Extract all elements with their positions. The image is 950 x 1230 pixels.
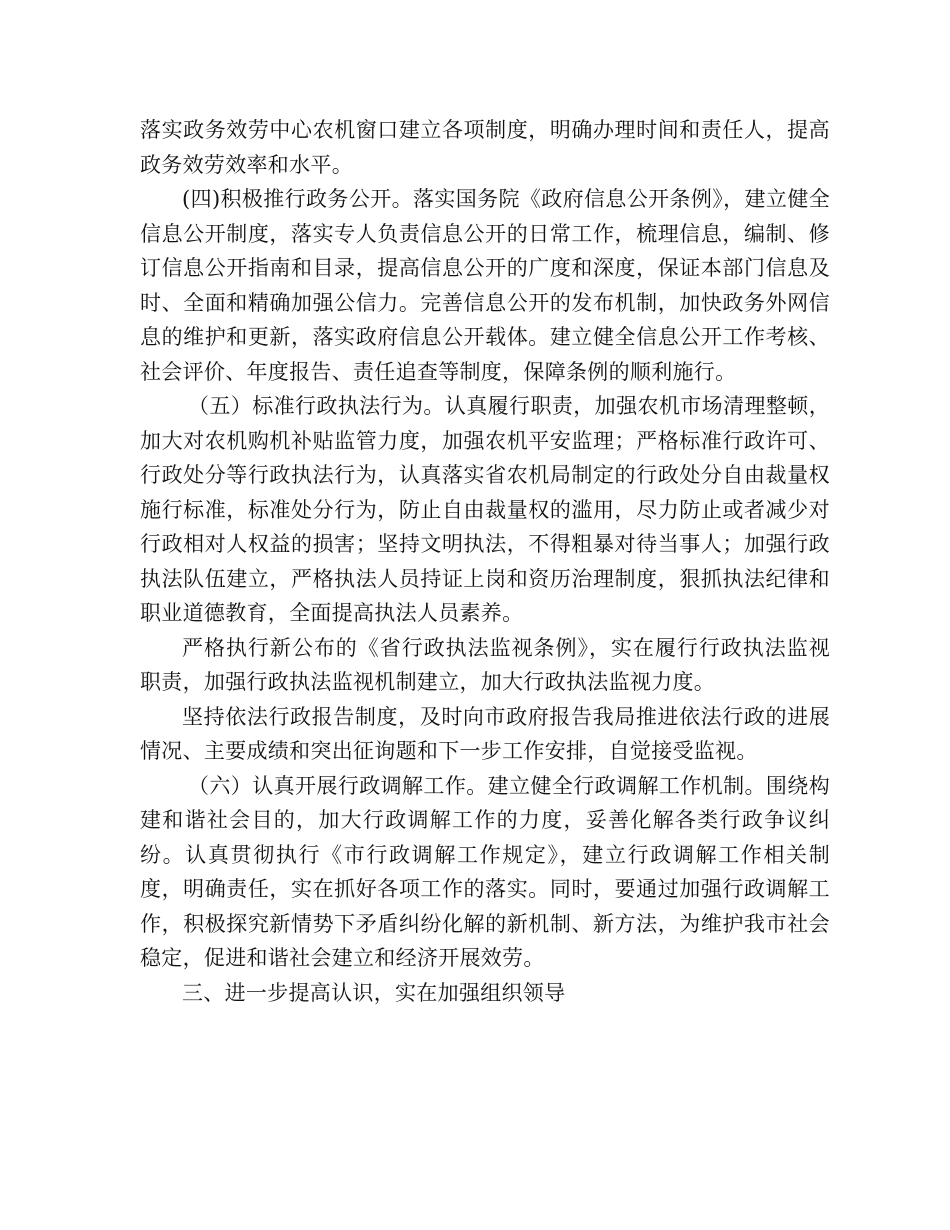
paragraph-standard-law-enforcement: （五）标准行政执法行为。认真履行职责，加强农机市场清理整顿，加大对农机购机补贴监管力度，加强农机平安监理；严格标准行政许可、行政处分等行政执法行为，认真落实省农机局制定的行政处分自由裁量权施行标准，标准处分行为，防止自由裁量权的滥用，尽力防止或者减少对行政相对人权益的损害；坚持文明执法，不得粗暴对待当事人；加强行政执法队伍建立，严格执法人员持证上岗和资历治理制度，狠抓执法纪律和职业道德教育，全面提高执法人员素养。	[140, 394, 830, 625]
paragraph-continuation: 落实政务效劳中心农机窗口建立各项制度，明确办理时间和责任人，提高政务效劳效率和水平。	[140, 118, 830, 177]
paragraph-government-affairs-openness: (四)积极推行政务公开。落实国务院《政府信息公开条例》，建立健全信息公开制度，落实专人负责信息公开的日常工作，梳理信息，编制、修订信息公开指南和目录，提高信息公开的广度和深度，保证本部门信息及时、全面和精确加强公信力。完善信息公开的发布机制，加快政务外网信息的维护和更新，落实政府信息公开载体。建立健全信息公开工作考核、社会评价、年度报告、责任追查等制度，保障条例的顺利施行。	[140, 187, 830, 384]
paragraph-administrative-mediation: （六）认真开展行政调解工作。建立健全行政调解工作机制。围绕构建和谐社会目的，加大行政调解工作的力度，妥善化解各类行政争议纠纷。认真贯彻执行《市行政调解工作规定》，建立行政调解工作相关制度，明确责任，实在抓好各项工作的落实。同时，要通过加强行政调解工作，积极探究新情势下矛盾纠纷化解的新机制、新方法，为维护我市社会稳定，促进和谐社会建立和经济开展效劳。	[140, 773, 830, 970]
document-page	[140, 113, 830, 1010]
paragraph-supervision-regulation: 严格执行新公布的《省行政执法监视条例》，实在履行行政执法监视职责，加强行政执法监视机制建立，加大行政执法监视力度。	[140, 635, 830, 694]
section-heading-three: 三、进一步提高认识，实在加强组织领导	[182, 980, 566, 1005]
paragraph-reporting-system: 坚持依法行政报告制度，及时向市政府报告我局推进依法行政的进展情况、主要成绩和突出征询题和下一步工作安排，自觉接受监视。	[140, 704, 830, 763]
